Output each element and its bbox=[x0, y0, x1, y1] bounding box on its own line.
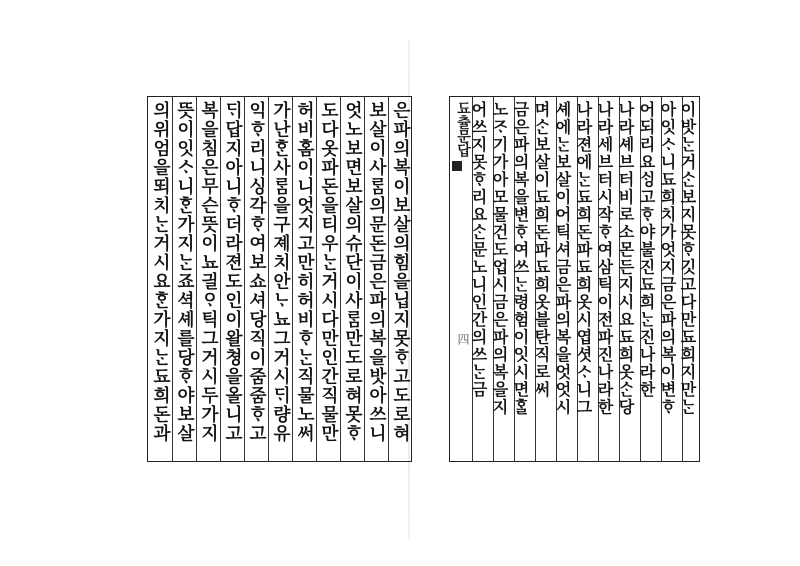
text-column: 익ᄒᆞ리니싱각ᄒᆞ여보쇼셔당직이줌줌ᄒᆞ고 bbox=[246, 101, 267, 443]
fishtail-mark bbox=[452, 161, 462, 171]
text-column: 뜻이잇ᄉᆞ니ᄒᆞᆫ가지ᄂᆞᆫ죠셕셰를당ᄒᆞ야보살 bbox=[174, 101, 195, 443]
text-column: 며ᄉᆞᆫ보살이됴희돈파됴희옷블탄직로써 bbox=[532, 101, 551, 399]
column-rule bbox=[292, 97, 293, 461]
left-page-text-block bbox=[147, 96, 412, 462]
text-column: 이밧ᄂᆞᆫ거ᄉᆞᆫ보지못ᄒᆞ깃고다만됴희지만ᄂᆞᆫ bbox=[678, 101, 697, 416]
text-column: 가난ᄒᆞᆫ사ᄅᆞᆷ을구졔치안ᄂᆞ뇨그거시ᄃᆡ량유 bbox=[270, 101, 291, 443]
text-column: 의위엄을뙤치ᄂᆞᆫ거시요ᄒᆞᆫ가지ᄂᆞᆫ됴희돈과 bbox=[150, 101, 171, 443]
column-rule bbox=[388, 97, 389, 461]
text-column: 은파의복이보살의힘을닙지못ᄒᆞ고도로혀 bbox=[390, 101, 411, 443]
column-rule bbox=[340, 97, 341, 461]
text-column: 셰에ᄂᆞᆫ보살이어틱셔금은파의복을엇엇시 bbox=[553, 101, 572, 416]
text-column: 금은파의복을변ᄒᆞ여쓰ᄂᆞᆫ령험이잇시면ᄒᆞᆯ bbox=[511, 101, 530, 416]
column-rule bbox=[196, 97, 197, 461]
text-column: 보살이사ᄅᆞᆷ의문돈금은파의복을밧아쓰니 bbox=[366, 101, 387, 443]
text-column: 나라젼에ᄂᆞᆫ됴희돈파됴희옷시엽셧ᄉᆞ니그 bbox=[574, 101, 593, 416]
text-column: 아잇ᄉᆞ니됴희치가엇지금은파의복이변ᄒᆞ bbox=[658, 101, 677, 416]
text-column: ᄃᆡ답지아니ᄒᆞ더라젼도인이왈쳥을올니고 bbox=[222, 101, 243, 443]
text-column: 도다옷파돈을티우ᄂᆞᆫ거시다만인간직물만 bbox=[318, 101, 339, 443]
text-column: 엇노보면보살의슈단이사ᄅᆞᆷ만도로혀못ᄒᆞ bbox=[342, 101, 363, 443]
column-rule bbox=[172, 97, 173, 461]
right-page-text-block bbox=[449, 96, 700, 462]
column-rule bbox=[364, 97, 365, 461]
text-column: 허비홈이니엇지고만히허비ᄒᆞᄂᆞᆫ직물노써 bbox=[294, 101, 315, 443]
text-column: 어쓰지못ᄒᆞ리요ᄉᆞᆫ문노니인간의쓰ᄂᆞᆫ금 bbox=[469, 101, 488, 399]
text-column: 나라셰브터비로소몬든지시요됴희옷ᄉᆞᆫ당 bbox=[616, 101, 635, 416]
text-column: 노ᄌᆞ기가아모물건도업시금은파의복을지 bbox=[490, 101, 509, 416]
text-column: 복을침은무슨뜻이뇨긜ᄋᆞ틱그거시두가지 bbox=[198, 101, 219, 443]
column-rule bbox=[220, 97, 221, 461]
text-column: 어되리요ᄉᆡᆼ고ᄒᆞ야불진됴희ᄂᆞᆫ진나라한 bbox=[637, 101, 656, 399]
column-rule bbox=[316, 97, 317, 461]
column-rule bbox=[244, 97, 245, 461]
text-column: 나라세브터시작ᄒᆞ여삼틱이전파진나라한 bbox=[595, 101, 614, 416]
margin-title: 됴츌문답 bbox=[455, 101, 471, 157]
margin-folio: 四 bbox=[456, 333, 470, 345]
column-rule bbox=[268, 97, 269, 461]
